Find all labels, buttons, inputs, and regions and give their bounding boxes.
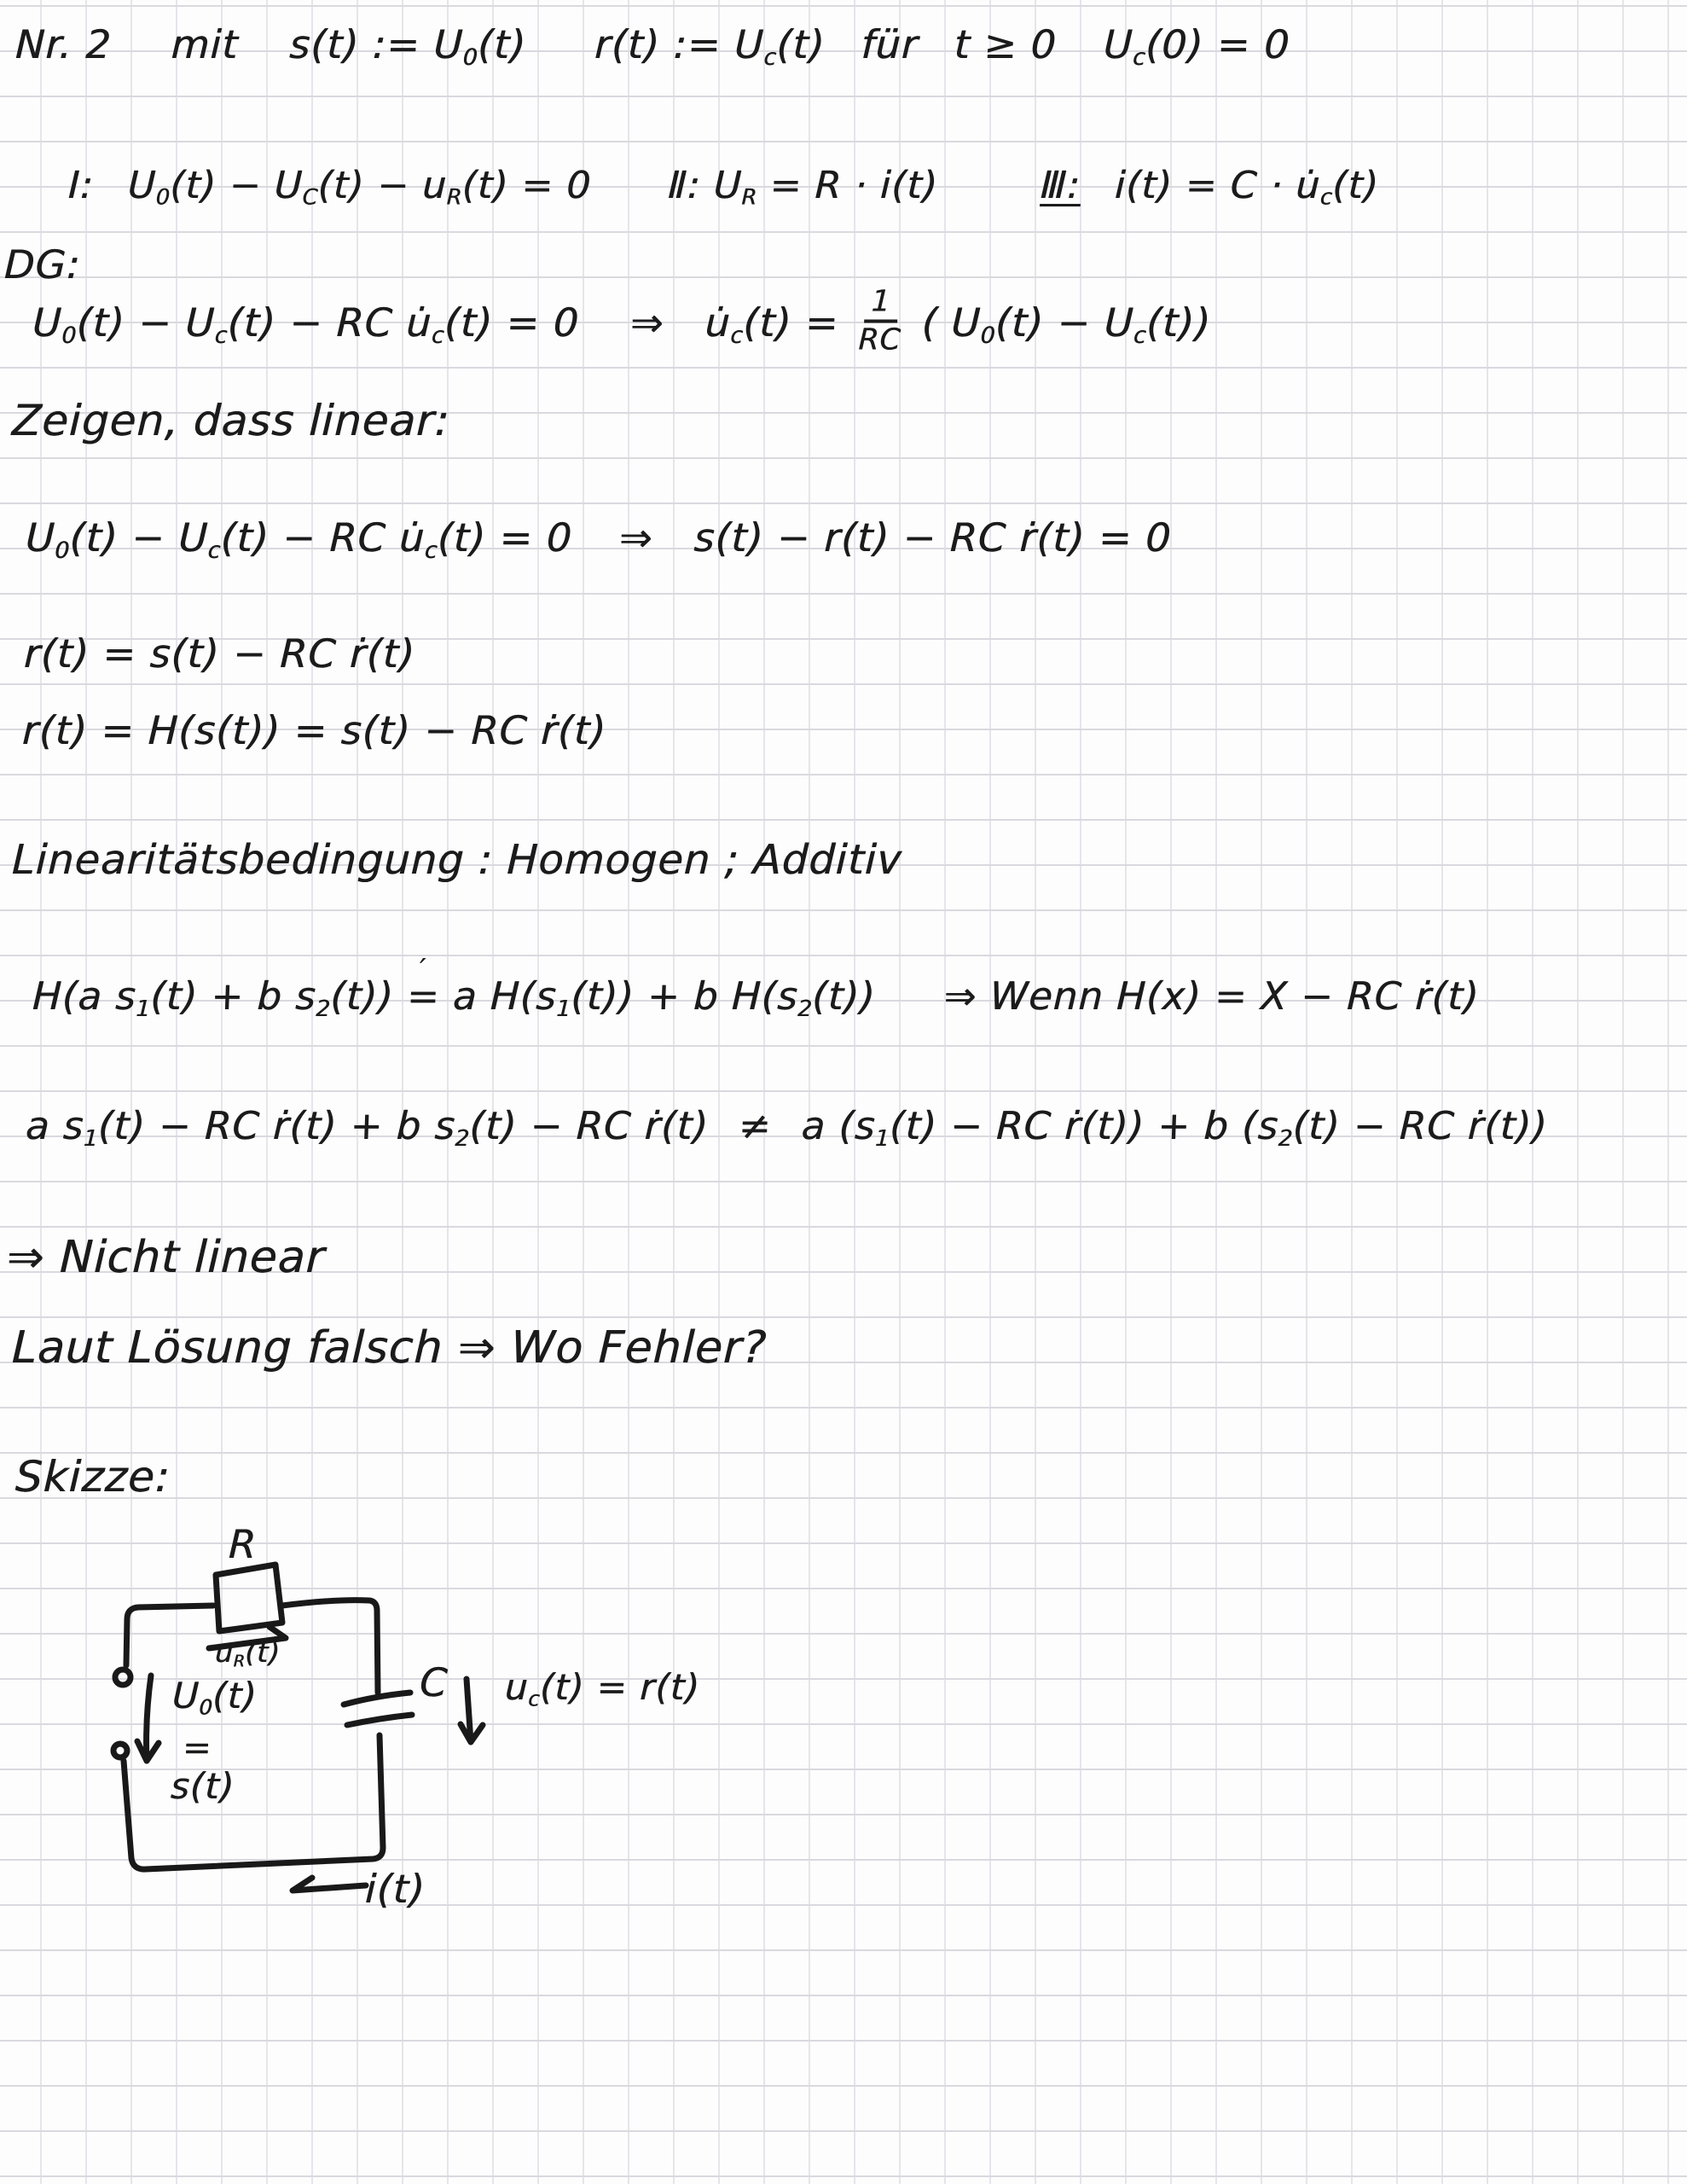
- text-token: c: [424, 537, 438, 564]
- text-token: ⇒: [629, 299, 665, 346]
- text-token: r(t) := U: [594, 21, 765, 67]
- text-token: (t) =: [742, 299, 854, 346]
- text-token: Zeigen, dass linear:: [10, 396, 451, 445]
- text-token: (t) − u: [316, 164, 448, 207]
- sketch-heading: [14, 1450, 171, 1504]
- heading-line: [14, 20, 1290, 72]
- text-token: c: [207, 537, 221, 564]
- text-token: i(t) = C · u̇: [1114, 164, 1322, 207]
- loop-current-arrow: [293, 1878, 366, 1891]
- fraction-numerator: 1: [864, 287, 898, 322]
- text-token: c: [1319, 184, 1333, 211]
- text-token: (t): [775, 21, 826, 67]
- text-token: = R · i(t): [756, 164, 939, 207]
- text-token: a (s: [800, 1103, 877, 1148]
- spacer: [1081, 197, 1115, 198]
- text-token: DG:: [3, 241, 82, 288]
- spacer: [918, 57, 954, 58]
- text-token: (t): [212, 1675, 258, 1716]
- text-token: (t) = 0: [443, 299, 581, 346]
- text-token: für: [860, 21, 919, 67]
- source-arrow: [137, 1676, 159, 1761]
- text-token: R: [740, 184, 757, 211]
- text-token: s(t): [170, 1765, 236, 1807]
- text-token: (t) − RC ṙ(t) + b s: [97, 1103, 456, 1148]
- text-token: ⇒ Nicht linear: [5, 1232, 327, 1283]
- text-token: ⇒ Wenn H(x) = X − RC ṙ(t): [942, 973, 1481, 1019]
- question-line: [11, 1321, 768, 1376]
- text-token: s(t) − r(t) − RC ṙ(t) = 0: [693, 514, 1173, 561]
- text-token: c: [729, 322, 744, 349]
- text-token: Laut Lösung falsch ⇒ Wo Fehler?: [10, 1322, 768, 1374]
- linearity-heading: [11, 834, 903, 886]
- text-token: (t) = 0: [437, 514, 573, 561]
- resistor-symbol: [216, 1565, 282, 1631]
- text-token: U: [32, 299, 63, 346]
- spacer: [571, 550, 618, 551]
- fraction-denominator: RC: [857, 322, 902, 357]
- text-token: U: [126, 164, 157, 207]
- text-token: c: [1133, 322, 1147, 349]
- terminal-circle: [115, 1670, 130, 1685]
- text-token: mit: [170, 21, 240, 67]
- text-token: r(t) = s(t) − RC ṙ(t): [23, 630, 416, 677]
- text-token: (t) − RC ṙ(t)): [1291, 1103, 1549, 1148]
- text-token: i(t): [364, 1866, 426, 1912]
- text-token: (t): [477, 21, 528, 67]
- text-token: = ′: [406, 973, 441, 1019]
- text-token: =: [182, 1728, 213, 1768]
- text-token: 2: [454, 1125, 470, 1152]
- spacer: [664, 335, 704, 336]
- text-token: c: [214, 322, 228, 349]
- text-token: (t)): [1145, 299, 1212, 346]
- text-token: 2: [1278, 1125, 1293, 1152]
- spacer: [652, 550, 693, 551]
- text-token: (t) − U: [68, 514, 210, 561]
- text-token: (t) − RC ṙ(t): [468, 1103, 710, 1148]
- capacitor-voltage-arrow: [461, 1679, 483, 1742]
- text-token: U: [171, 1675, 200, 1716]
- text-token: (0) = 0: [1145, 21, 1291, 67]
- capacitor-symbol: [344, 1693, 410, 1705]
- spacer: [111, 57, 171, 58]
- text-token: (t) − U: [75, 299, 217, 346]
- text-token: 0: [198, 1694, 213, 1720]
- text-token: c: [431, 322, 445, 349]
- text-token: Skizze:: [14, 1452, 171, 1502]
- spacer: [708, 1138, 738, 1139]
- text-token: Nr. 2: [14, 21, 113, 67]
- text-token: 0: [61, 322, 77, 349]
- spacer: [1056, 57, 1103, 58]
- text-token: ≠: [737, 1103, 773, 1148]
- fraction: [857, 284, 903, 357]
- text-token: R: [446, 184, 462, 211]
- text-token: (t) − RC ṙ(t)) + b (s: [889, 1103, 1280, 1148]
- homogeneity-equation: [32, 973, 1480, 1023]
- text-token: Ⅲ:: [1039, 164, 1081, 207]
- text-token: u̇: [704, 299, 732, 346]
- text-token: (t) = 0: [461, 164, 593, 207]
- text-token: ⇒: [618, 514, 654, 561]
- spacer: [937, 197, 1040, 198]
- text-token: (t)): [811, 973, 877, 1019]
- text-token: 2: [797, 996, 813, 1022]
- circuit-sketch: [81, 1510, 832, 1971]
- text-token: (t)) + b H(s: [570, 973, 799, 1019]
- expansion-equation: [25, 1102, 1549, 1153]
- text-token: 1: [555, 996, 571, 1022]
- circuit-wire: [124, 1735, 383, 1869]
- text-token: s(t) := U: [288, 21, 465, 67]
- text-token: (t) − U: [169, 164, 304, 207]
- spacer: [771, 1138, 801, 1139]
- text-token: c: [527, 1686, 541, 1711]
- spacer: [875, 1008, 943, 1009]
- text-token: ( U: [907, 299, 983, 346]
- text-token: (t) − RC u̇: [219, 514, 426, 561]
- text-token: r(t) = H(s(t)) = s(t) − RC ṙ(t): [21, 707, 608, 753]
- spacer: [526, 57, 594, 58]
- text-token: 1: [83, 1125, 99, 1152]
- text-token: C: [419, 1659, 449, 1705]
- text-token: (t) + b s: [149, 973, 317, 1019]
- kirchhoff-equations: [67, 162, 1380, 212]
- spacer: [591, 197, 668, 198]
- text-token: 2: [315, 996, 331, 1022]
- text-token: U: [1102, 21, 1134, 67]
- text-token: (t) = r(t): [539, 1666, 701, 1708]
- text-token: Ⅱ: U: [667, 164, 743, 207]
- text-token: 1: [874, 1125, 890, 1152]
- spacer: [825, 57, 861, 58]
- capacitor-symbol: [347, 1715, 412, 1725]
- text-token: U: [25, 514, 56, 561]
- text-token: R: [228, 1521, 258, 1567]
- spacer: [579, 335, 630, 336]
- text-token: 0: [980, 322, 996, 349]
- text-token: 0: [54, 537, 70, 564]
- conclusion-line: [6, 1230, 326, 1286]
- text-token: 0: [462, 44, 478, 71]
- dg-label: [3, 241, 82, 290]
- text-token: 1: [135, 996, 151, 1022]
- r-equation-1: [23, 630, 416, 679]
- text-token: a s: [25, 1103, 85, 1148]
- text-token: (t) − RC u̇: [226, 299, 433, 346]
- text-token: t ≥ 0: [953, 21, 1058, 67]
- spacer: [93, 197, 127, 198]
- text-token: 0: [155, 184, 171, 211]
- text-token: c: [1132, 44, 1146, 71]
- text-token: H(a s: [32, 973, 137, 1019]
- dg-equation: [32, 284, 1213, 359]
- text-token: c: [762, 44, 777, 71]
- zeigen-heading: [11, 394, 451, 448]
- text-token: R: [233, 1651, 246, 1671]
- terminal-circle: [113, 1744, 127, 1757]
- r-equation-2: [21, 706, 607, 756]
- text-token: C: [301, 184, 318, 211]
- text-token: a H(s: [438, 973, 558, 1019]
- substitution-equation: [25, 514, 1173, 565]
- text-token: Ⅰ:: [67, 164, 95, 207]
- text-token: Linearitätsbedingung : Homogen ; Additiv: [11, 836, 903, 884]
- circuit-wire: [126, 1606, 213, 1665]
- spacer: [238, 57, 289, 58]
- text-token: (t): [244, 1635, 281, 1669]
- text-token: (t)): [329, 973, 408, 1019]
- text-token: u: [504, 1666, 530, 1708]
- text-token: (t): [1331, 164, 1380, 207]
- text-token: (t) − U: [994, 299, 1135, 346]
- circuit-wire: [282, 1600, 378, 1693]
- text-token: u: [214, 1635, 235, 1669]
